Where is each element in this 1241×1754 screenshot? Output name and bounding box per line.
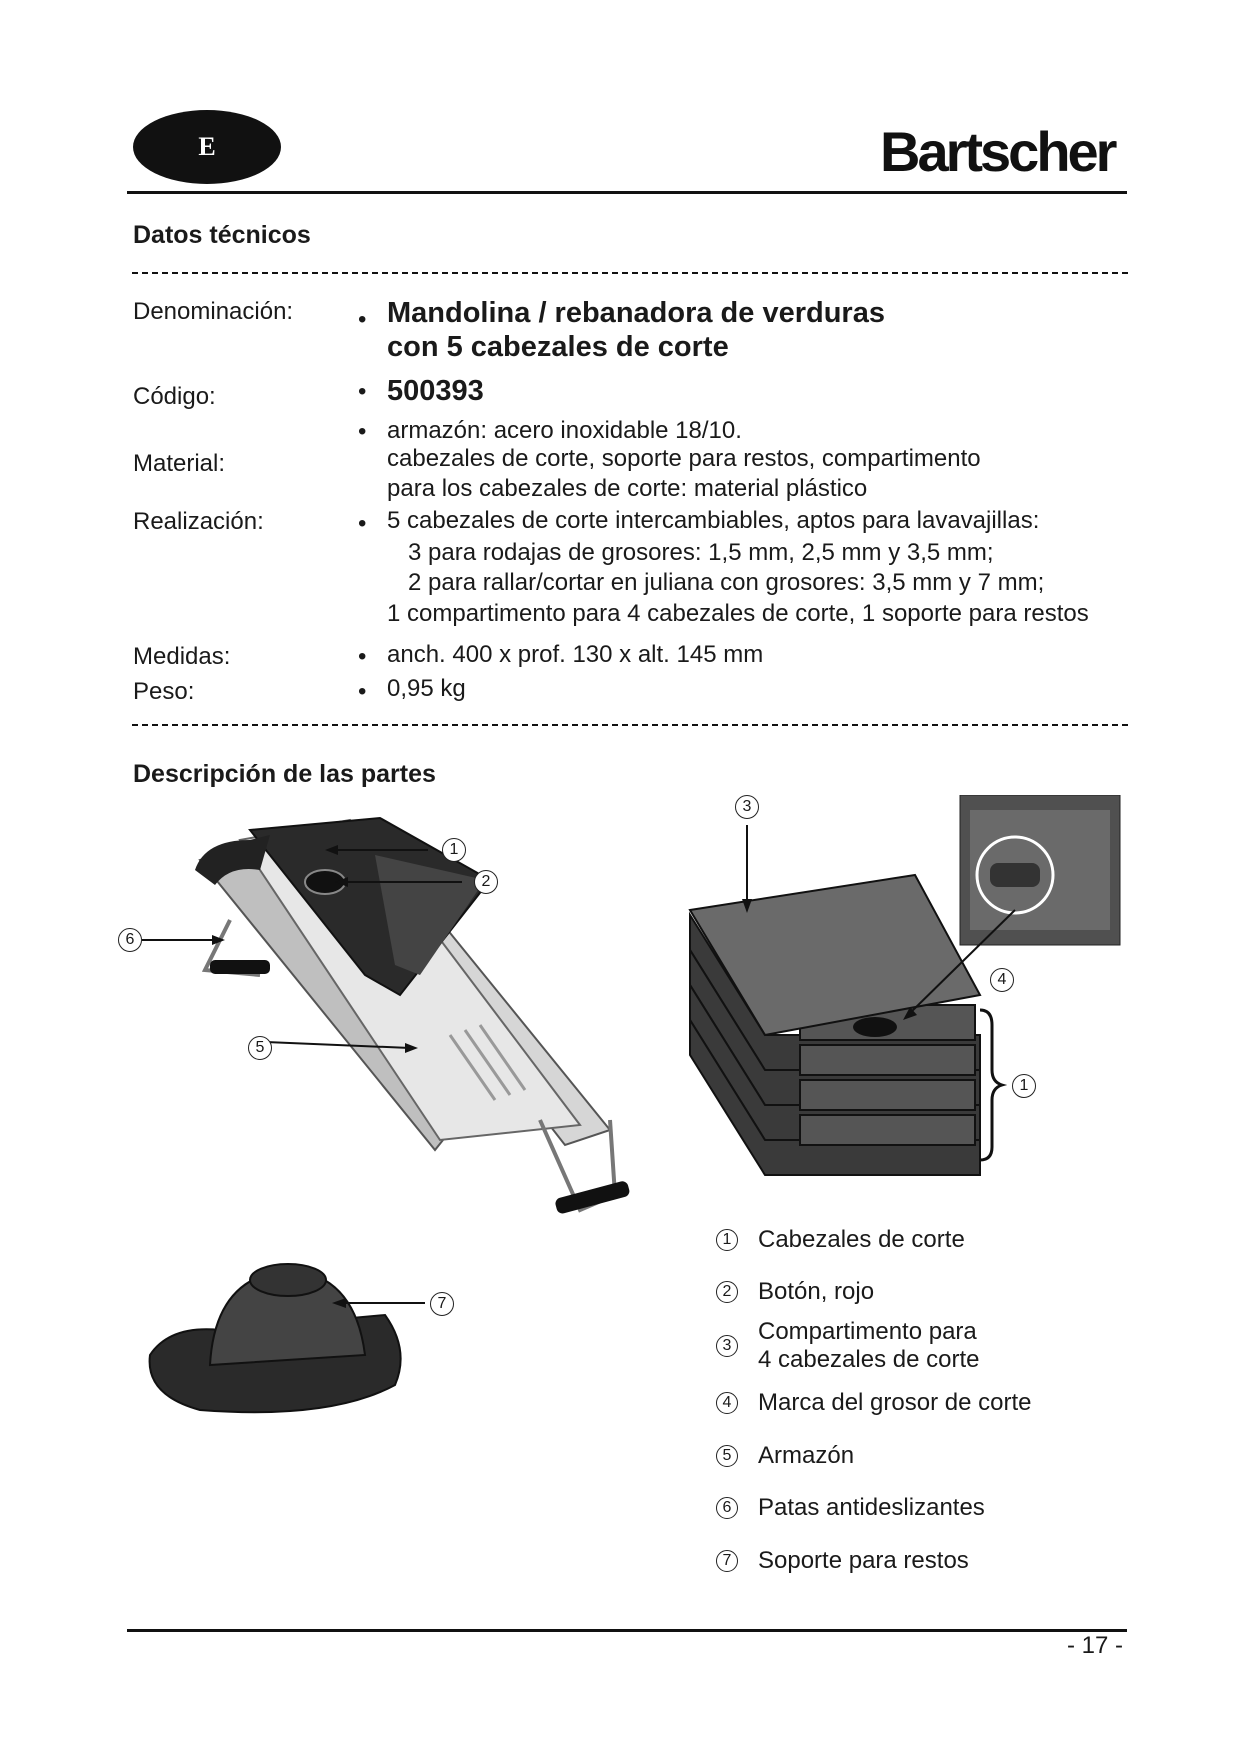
legend-num-1: 1 <box>716 1229 738 1251</box>
tech-label-realizacion: Realización: <box>133 508 264 535</box>
legend-item-1 <box>716 1226 965 1254</box>
legend-text-2: Botón, rojo <box>758 1278 875 1305</box>
header-rule <box>127 191 1127 194</box>
legend-num-5: 5 <box>716 1445 738 1467</box>
legend-num-2: 2 <box>716 1281 738 1303</box>
bullet: • <box>358 378 367 405</box>
tech-title: Datos técnicos <box>133 221 311 249</box>
legend-text-6: Patas antideslizantes <box>758 1494 985 1521</box>
language-badge-label: E <box>198 132 216 161</box>
legend-num-3: 3 <box>716 1335 738 1357</box>
callout-5-label: 5 <box>255 1039 265 1056</box>
callout-3-label: 3 <box>742 798 752 815</box>
tech-label-material: Material: <box>133 450 226 477</box>
legend-item-2 <box>716 1278 874 1306</box>
brand-logo <box>880 116 1120 186</box>
callout-2-label: 2 <box>481 873 491 890</box>
callout-6-label: 6 <box>125 931 135 948</box>
tech-value-realizacion-3: 2 para rallar/cortar en juliana con grosores: 3,5 mm y 7 mm; <box>408 569 1045 596</box>
tech-label-peso: Peso: <box>133 678 195 705</box>
legend-text-4: Marca del grosor de corte <box>758 1389 1032 1416</box>
callout-1 <box>442 838 466 862</box>
callout-1-label: 1 <box>449 841 459 858</box>
callout-6 <box>118 928 142 952</box>
legend-item-7 <box>716 1547 969 1575</box>
page-number: - 17 - <box>1066 1632 1123 1659</box>
language-badge <box>133 110 281 184</box>
callout-7 <box>430 1292 454 1316</box>
legend-num-4: 4 <box>716 1392 738 1414</box>
tech-value-realizacion-4: 1 compartimento para 4 cabezales de corte, 1 soporte para restos <box>387 600 1089 627</box>
legend-item-4 <box>716 1389 1031 1417</box>
tech-value-denominacion-2: con 5 cabezales de corte <box>387 331 729 363</box>
tech-value-material-3: para los cabezales de corte: material plástico <box>387 475 868 502</box>
callout-3 <box>735 795 759 819</box>
tech-value-material-2: cabezales de corte, soporte para restos, compartimento <box>387 445 981 472</box>
compartment-illustration <box>670 795 1130 1215</box>
tech-label-medidas: Medidas: <box>133 643 231 670</box>
callout-4 <box>990 968 1014 992</box>
legend-text-5: Armazón <box>758 1442 855 1469</box>
tech-value-peso: 0,95 kg <box>387 675 466 702</box>
bullet: • <box>358 678 367 705</box>
legend-item-3 <box>716 1318 979 1374</box>
legend-item-6 <box>716 1494 985 1522</box>
legend-num-6: 6 <box>716 1497 738 1519</box>
legend-item-5 <box>716 1442 854 1470</box>
tech-label-denominacion: Denominación: <box>133 298 294 325</box>
tech-value-medidas: anch. 400 x prof. 130 x alt. 145 mm <box>387 641 764 668</box>
tech-divider-top <box>132 272 1130 274</box>
legend-num-7: 7 <box>716 1550 738 1572</box>
callout-7-label: 7 <box>437 1295 447 1312</box>
brand-text: Bartscher <box>880 120 1115 183</box>
callout-2 <box>474 870 498 894</box>
parts-title: Descripción de las partes <box>133 760 436 788</box>
callout-5 <box>248 1036 272 1060</box>
food-holder-illustration <box>140 1255 460 1425</box>
bullet: • <box>358 306 367 333</box>
legend-text-1: Cabezales de corte <box>758 1226 965 1253</box>
tech-value-codigo: 500393 <box>387 375 484 407</box>
legend-text-3b: 4 cabezales de corte <box>758 1346 980 1373</box>
tech-value-realizacion-2: 3 para rodajas de grosores: 1,5 mm, 2,5 mm y 3,5 mm; <box>408 539 994 566</box>
tech-divider-bottom <box>132 724 1130 726</box>
footer-rule <box>127 1629 1127 1632</box>
tech-label-codigo: Código: <box>133 383 216 410</box>
callout-1b <box>1012 1074 1036 1098</box>
tech-value-denominacion-1: Mandolina / rebanadora de verduras <box>387 297 885 329</box>
tech-value-material-1: armazón: acero inoxidable 18/10. <box>387 417 742 444</box>
bullet: • <box>358 418 367 445</box>
mandoline-illustration <box>110 800 650 1220</box>
callout-1b-label: 1 <box>1019 1077 1029 1094</box>
legend-text-7: Soporte para restos <box>758 1547 969 1574</box>
legend-text-3: Compartimento para <box>758 1318 977 1345</box>
bullet: • <box>358 643 367 670</box>
callout-4-label: 4 <box>997 971 1007 988</box>
bullet: • <box>358 510 367 537</box>
tech-value-realizacion-1: 5 cabezales de corte intercambiables, aptos para lavavajillas: <box>387 507 1040 534</box>
